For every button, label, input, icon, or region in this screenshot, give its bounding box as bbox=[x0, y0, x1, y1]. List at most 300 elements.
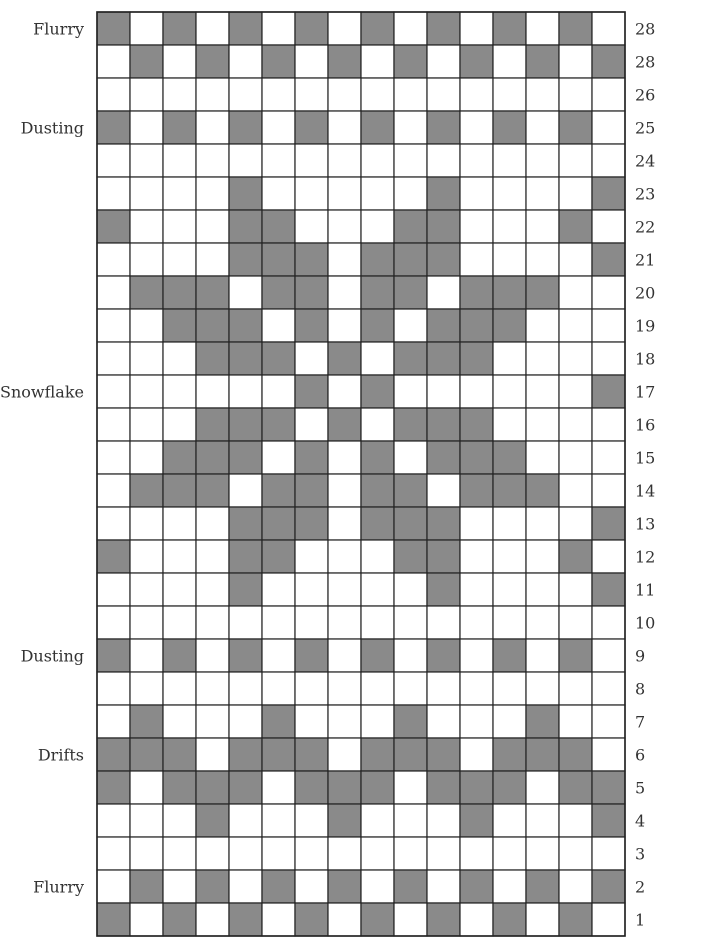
stitch-cell-empty bbox=[493, 144, 526, 177]
stitch-cell-filled bbox=[97, 771, 130, 804]
stitch-cell-empty bbox=[526, 144, 559, 177]
stitch-cell-filled bbox=[361, 276, 394, 309]
stitch-cell-empty bbox=[97, 144, 130, 177]
stitch-cell-empty bbox=[559, 804, 592, 837]
grid-cells bbox=[97, 12, 625, 936]
stitch-cell-empty bbox=[97, 342, 130, 375]
stitch-cell-filled bbox=[592, 804, 625, 837]
stitch-cell-filled bbox=[427, 12, 460, 45]
stitch-cell-filled bbox=[262, 870, 295, 903]
stitch-cell-empty bbox=[526, 243, 559, 276]
stitch-cell-empty bbox=[328, 78, 361, 111]
stitch-cell-empty bbox=[592, 705, 625, 738]
stitch-cell-empty bbox=[229, 375, 262, 408]
stitch-cell-empty bbox=[493, 243, 526, 276]
stitch-cell-empty bbox=[328, 12, 361, 45]
stitch-cell-empty bbox=[592, 78, 625, 111]
stitch-cell-empty bbox=[361, 408, 394, 441]
stitch-cell-empty bbox=[460, 243, 493, 276]
stitch-cell-empty bbox=[262, 771, 295, 804]
stitch-cell-empty bbox=[130, 606, 163, 639]
stitch-cell-filled bbox=[493, 639, 526, 672]
stitch-cell-empty bbox=[559, 276, 592, 309]
stitch-cell-filled bbox=[196, 771, 229, 804]
stitch-cell-filled bbox=[394, 474, 427, 507]
stitch-cell-filled bbox=[163, 12, 196, 45]
stitch-cell-filled bbox=[328, 342, 361, 375]
stitch-cell-empty bbox=[526, 375, 559, 408]
stitch-cell-empty bbox=[460, 78, 493, 111]
stitch-cell-filled bbox=[97, 738, 130, 771]
stitch-cell-filled bbox=[394, 210, 427, 243]
stitch-cell-empty bbox=[394, 771, 427, 804]
stitch-cell-filled bbox=[592, 45, 625, 78]
stitch-cell-filled bbox=[559, 738, 592, 771]
stitch-cell-filled bbox=[559, 111, 592, 144]
stitch-cell-empty bbox=[229, 474, 262, 507]
stitch-cell-empty bbox=[361, 342, 394, 375]
stitch-cell-empty bbox=[328, 309, 361, 342]
stitch-cell-filled bbox=[394, 408, 427, 441]
stitch-cell-empty bbox=[295, 804, 328, 837]
stitch-cell-filled bbox=[394, 342, 427, 375]
stitch-cell-empty bbox=[592, 210, 625, 243]
section-label: Dusting bbox=[20, 118, 84, 138]
stitch-cell-filled bbox=[526, 276, 559, 309]
stitch-cell-empty bbox=[559, 342, 592, 375]
stitch-cell-empty bbox=[526, 309, 559, 342]
stitch-cell-empty bbox=[460, 606, 493, 639]
stitch-cell-empty bbox=[130, 771, 163, 804]
stitch-cell-filled bbox=[592, 573, 625, 606]
stitch-cell-filled bbox=[97, 903, 130, 936]
stitch-cell-filled bbox=[460, 276, 493, 309]
stitch-cell-empty bbox=[262, 78, 295, 111]
stitch-cell-filled bbox=[427, 540, 460, 573]
stitch-cell-empty bbox=[427, 870, 460, 903]
stitch-cell-empty bbox=[97, 606, 130, 639]
stitch-cell-filled bbox=[229, 771, 262, 804]
stitch-cell-empty bbox=[559, 573, 592, 606]
stitch-cell-filled bbox=[526, 474, 559, 507]
stitch-cell-empty bbox=[262, 12, 295, 45]
stitch-cell-filled bbox=[427, 243, 460, 276]
stitch-cell-empty bbox=[493, 540, 526, 573]
stitch-cell-filled bbox=[262, 507, 295, 540]
stitch-cell-empty bbox=[559, 45, 592, 78]
stitch-cell-empty bbox=[493, 177, 526, 210]
stitch-cell-filled bbox=[163, 738, 196, 771]
stitch-cell-empty bbox=[196, 903, 229, 936]
stitch-cell-filled bbox=[229, 111, 262, 144]
stitch-cell-filled bbox=[394, 45, 427, 78]
stitch-cell-empty bbox=[559, 837, 592, 870]
stitch-cell-filled bbox=[460, 870, 493, 903]
stitch-cell-empty bbox=[328, 243, 361, 276]
stitch-cell-empty bbox=[328, 507, 361, 540]
stitch-cell-filled bbox=[295, 738, 328, 771]
stitch-cell-empty bbox=[163, 573, 196, 606]
stitch-cell-empty bbox=[163, 45, 196, 78]
stitch-cell-empty bbox=[394, 573, 427, 606]
stitch-cell-empty bbox=[559, 309, 592, 342]
stitch-cell-filled bbox=[328, 804, 361, 837]
stitch-cell-empty bbox=[262, 441, 295, 474]
stitch-cell-filled bbox=[163, 771, 196, 804]
stitch-cell-filled bbox=[493, 474, 526, 507]
stitch-cell-empty bbox=[196, 705, 229, 738]
stitch-cell-empty bbox=[361, 78, 394, 111]
stitch-cell-filled bbox=[229, 441, 262, 474]
stitch-cell-empty bbox=[295, 672, 328, 705]
stitch-cell-empty bbox=[493, 672, 526, 705]
stitch-cell-empty bbox=[229, 672, 262, 705]
stitch-cell-empty bbox=[559, 474, 592, 507]
stitch-cell-empty bbox=[592, 540, 625, 573]
stitch-cell-empty bbox=[493, 837, 526, 870]
stitch-cell-filled bbox=[295, 903, 328, 936]
stitch-cell-filled bbox=[493, 738, 526, 771]
stitch-cell-empty bbox=[460, 837, 493, 870]
stitch-cell-empty bbox=[526, 210, 559, 243]
row-number: 22 bbox=[635, 217, 656, 237]
stitch-cell-empty bbox=[163, 804, 196, 837]
stitch-cell-empty bbox=[526, 12, 559, 45]
stitch-cell-empty bbox=[427, 672, 460, 705]
stitch-cell-filled bbox=[229, 507, 262, 540]
stitch-cell-empty bbox=[196, 573, 229, 606]
stitch-cell-empty bbox=[130, 573, 163, 606]
row-number: 9 bbox=[635, 646, 646, 666]
row-number: 12 bbox=[635, 547, 656, 567]
stitch-cell-empty bbox=[130, 309, 163, 342]
stitch-cell-empty bbox=[559, 441, 592, 474]
stitch-cell-empty bbox=[130, 144, 163, 177]
stitch-cell-empty bbox=[559, 177, 592, 210]
stitch-cell-filled bbox=[493, 276, 526, 309]
stitch-cell-filled bbox=[163, 639, 196, 672]
stitch-cell-empty bbox=[394, 78, 427, 111]
stitch-cell-empty bbox=[163, 210, 196, 243]
stitch-cell-empty bbox=[427, 276, 460, 309]
stitch-cell-empty bbox=[97, 408, 130, 441]
stitch-cell-empty bbox=[592, 144, 625, 177]
stitch-cell-empty bbox=[229, 705, 262, 738]
stitch-cell-empty bbox=[262, 903, 295, 936]
stitch-cell-filled bbox=[493, 903, 526, 936]
stitch-cell-empty bbox=[592, 903, 625, 936]
stitch-cell-empty bbox=[163, 705, 196, 738]
stitch-cell-empty bbox=[97, 309, 130, 342]
stitch-cell-empty bbox=[262, 639, 295, 672]
row-number: 4 bbox=[635, 811, 646, 831]
stitch-cell-empty bbox=[97, 672, 130, 705]
stitch-cell-empty bbox=[295, 144, 328, 177]
stitch-cell-empty bbox=[262, 606, 295, 639]
stitch-cell-filled bbox=[262, 342, 295, 375]
stitch-cell-empty bbox=[460, 111, 493, 144]
stitch-cell-filled bbox=[328, 771, 361, 804]
stitch-cell-empty bbox=[328, 210, 361, 243]
row-number: 15 bbox=[635, 448, 656, 468]
stitch-cell-empty bbox=[328, 672, 361, 705]
stitch-cell-empty bbox=[493, 870, 526, 903]
stitch-cell-empty bbox=[361, 870, 394, 903]
stitch-cell-empty bbox=[592, 738, 625, 771]
stitch-cell-filled bbox=[361, 375, 394, 408]
stitch-cell-empty bbox=[295, 408, 328, 441]
stitch-cell-filled bbox=[295, 276, 328, 309]
section-label: Dusting bbox=[20, 646, 84, 666]
stitch-cell-empty bbox=[262, 804, 295, 837]
stitch-cell-filled bbox=[295, 243, 328, 276]
row-number: 1 bbox=[635, 910, 646, 930]
stitch-cell-filled bbox=[361, 903, 394, 936]
stitch-cell-empty bbox=[196, 243, 229, 276]
stitch-cell-empty bbox=[394, 177, 427, 210]
stitch-cell-empty bbox=[196, 111, 229, 144]
stitch-cell-empty bbox=[130, 804, 163, 837]
stitch-cell-filled bbox=[427, 738, 460, 771]
stitch-cell-filled bbox=[493, 441, 526, 474]
stitch-cell-empty bbox=[592, 606, 625, 639]
stitch-cell-filled bbox=[427, 210, 460, 243]
stitch-cell-empty bbox=[97, 78, 130, 111]
stitch-cell-empty bbox=[97, 573, 130, 606]
stitch-cell-empty bbox=[130, 903, 163, 936]
stitch-cell-empty bbox=[295, 837, 328, 870]
stitch-cell-empty bbox=[592, 408, 625, 441]
stitch-cell-empty bbox=[361, 837, 394, 870]
stitch-cell-filled bbox=[295, 309, 328, 342]
stitch-cell-filled bbox=[460, 309, 493, 342]
stitch-cell-filled bbox=[361, 771, 394, 804]
stitch-cell-empty bbox=[460, 738, 493, 771]
stitch-cell-empty bbox=[328, 738, 361, 771]
stitch-cell-filled bbox=[130, 738, 163, 771]
row-number: 24 bbox=[635, 151, 656, 171]
stitch-cell-filled bbox=[97, 540, 130, 573]
stitch-cell-empty bbox=[394, 375, 427, 408]
stitch-cell-filled bbox=[394, 276, 427, 309]
stitch-cell-empty bbox=[130, 408, 163, 441]
stitch-cell-empty bbox=[394, 606, 427, 639]
stitch-cell-filled bbox=[262, 705, 295, 738]
stitch-cell-filled bbox=[229, 408, 262, 441]
row-number: 5 bbox=[635, 778, 646, 798]
stitch-cell-filled bbox=[460, 408, 493, 441]
stitch-cell-empty bbox=[295, 78, 328, 111]
stitch-cell-empty bbox=[460, 210, 493, 243]
stitch-cell-empty bbox=[493, 375, 526, 408]
stitch-cell-empty bbox=[328, 276, 361, 309]
stitch-cell-filled bbox=[262, 540, 295, 573]
stitch-cell-filled bbox=[493, 309, 526, 342]
stitch-cell-empty bbox=[526, 540, 559, 573]
row-numbers bbox=[635, 20, 655, 930]
section-label: Snowflake bbox=[0, 382, 84, 402]
stitch-cell-empty bbox=[97, 507, 130, 540]
stitch-cell-empty bbox=[295, 177, 328, 210]
row-labels bbox=[0, 20, 84, 897]
stitch-cell-empty bbox=[328, 111, 361, 144]
row-number: 3 bbox=[635, 844, 646, 864]
stitch-cell-filled bbox=[361, 507, 394, 540]
stitch-cell-empty bbox=[361, 705, 394, 738]
stitch-cell-empty bbox=[295, 606, 328, 639]
stitch-cell-empty bbox=[262, 111, 295, 144]
stitch-cell-empty bbox=[460, 705, 493, 738]
stitch-cell-empty bbox=[295, 540, 328, 573]
stitch-cell-filled bbox=[295, 12, 328, 45]
stitch-cell-empty bbox=[394, 837, 427, 870]
stitch-cell-filled bbox=[229, 540, 262, 573]
stitch-cell-empty bbox=[328, 375, 361, 408]
stitch-cell-empty bbox=[97, 375, 130, 408]
stitch-cell-filled bbox=[97, 12, 130, 45]
stitch-cell-empty bbox=[526, 507, 559, 540]
stitch-cell-empty bbox=[196, 144, 229, 177]
stitch-cell-empty bbox=[493, 705, 526, 738]
stitch-cell-filled bbox=[295, 375, 328, 408]
stitch-cell-empty bbox=[526, 606, 559, 639]
stitch-cell-empty bbox=[295, 342, 328, 375]
stitch-cell-empty bbox=[97, 441, 130, 474]
stitch-cell-filled bbox=[361, 309, 394, 342]
stitch-cell-filled bbox=[427, 342, 460, 375]
stitch-cell-empty bbox=[262, 672, 295, 705]
stitch-cell-filled bbox=[460, 771, 493, 804]
stitch-cell-empty bbox=[427, 705, 460, 738]
stitch-cell-empty bbox=[163, 177, 196, 210]
row-number: 16 bbox=[635, 415, 656, 435]
stitch-cell-empty bbox=[592, 111, 625, 144]
stitch-cell-empty bbox=[526, 441, 559, 474]
stitch-cell-filled bbox=[427, 111, 460, 144]
stitch-cell-filled bbox=[130, 45, 163, 78]
stitch-cell-empty bbox=[427, 606, 460, 639]
stitch-cell-empty bbox=[97, 837, 130, 870]
stitch-cell-empty bbox=[394, 903, 427, 936]
stitch-cell-empty bbox=[361, 540, 394, 573]
stitch-cell-empty bbox=[559, 408, 592, 441]
stitch-cell-empty bbox=[460, 639, 493, 672]
stitch-cell-empty bbox=[328, 144, 361, 177]
stitch-cell-empty bbox=[97, 45, 130, 78]
stitch-cell-filled bbox=[130, 276, 163, 309]
stitch-cell-empty bbox=[196, 540, 229, 573]
row-number: 28 bbox=[635, 52, 656, 72]
stitch-cell-empty bbox=[163, 342, 196, 375]
stitch-cell-empty bbox=[328, 177, 361, 210]
stitch-cell-filled bbox=[559, 540, 592, 573]
stitch-cell-filled bbox=[361, 12, 394, 45]
stitch-cell-empty bbox=[196, 177, 229, 210]
stitch-cell-filled bbox=[460, 804, 493, 837]
stitch-cell-empty bbox=[130, 12, 163, 45]
stitch-cell-empty bbox=[229, 870, 262, 903]
stitch-cell-filled bbox=[394, 738, 427, 771]
stitch-cell-empty bbox=[130, 540, 163, 573]
stitch-cell-empty bbox=[460, 12, 493, 45]
stitch-cell-empty bbox=[328, 903, 361, 936]
stitch-cell-empty bbox=[460, 375, 493, 408]
stitch-cell-empty bbox=[361, 573, 394, 606]
row-number: 11 bbox=[635, 580, 656, 600]
stitch-cell-empty bbox=[559, 870, 592, 903]
stitch-cell-empty bbox=[97, 870, 130, 903]
stitch-cell-empty bbox=[394, 309, 427, 342]
row-number: 21 bbox=[635, 250, 656, 270]
stitch-cell-empty bbox=[130, 210, 163, 243]
stitch-cell-empty bbox=[163, 540, 196, 573]
stitch-cell-empty bbox=[97, 243, 130, 276]
stitch-cell-empty bbox=[427, 804, 460, 837]
stitch-cell-empty bbox=[592, 672, 625, 705]
stitch-cell-filled bbox=[229, 903, 262, 936]
stitch-cell-empty bbox=[394, 804, 427, 837]
stitch-cell-filled bbox=[130, 870, 163, 903]
stitch-cell-filled bbox=[559, 771, 592, 804]
stitch-cell-filled bbox=[295, 771, 328, 804]
stitch-cell-filled bbox=[526, 738, 559, 771]
stitch-cell-empty bbox=[394, 111, 427, 144]
stitch-cell-filled bbox=[196, 342, 229, 375]
stitch-cell-filled bbox=[262, 45, 295, 78]
stitch-cell-empty bbox=[361, 804, 394, 837]
stitch-cell-filled bbox=[163, 309, 196, 342]
stitch-cell-empty bbox=[559, 243, 592, 276]
stitch-cell-empty bbox=[526, 408, 559, 441]
stitch-cell-empty bbox=[361, 210, 394, 243]
stitch-cell-filled bbox=[295, 441, 328, 474]
stitch-cell-empty bbox=[592, 474, 625, 507]
stitch-cell-filled bbox=[328, 870, 361, 903]
stitch-cell-empty bbox=[295, 45, 328, 78]
stitch-cell-empty bbox=[493, 45, 526, 78]
stitch-cell-empty bbox=[361, 177, 394, 210]
stitch-cell-empty bbox=[328, 441, 361, 474]
stitch-cell-filled bbox=[559, 903, 592, 936]
stitch-cell-filled bbox=[427, 573, 460, 606]
stitch-cell-empty bbox=[130, 441, 163, 474]
stitch-cell-empty bbox=[196, 606, 229, 639]
stitch-cell-empty bbox=[163, 837, 196, 870]
stitch-cell-filled bbox=[229, 12, 262, 45]
stitch-cell-empty bbox=[97, 276, 130, 309]
stitch-cell-empty bbox=[526, 903, 559, 936]
stitch-cell-empty bbox=[328, 837, 361, 870]
stitch-cell-empty bbox=[163, 606, 196, 639]
stitch-cell-empty bbox=[526, 771, 559, 804]
stitch-cell-empty bbox=[394, 672, 427, 705]
row-number: 2 bbox=[635, 877, 646, 897]
stitch-cell-filled bbox=[163, 111, 196, 144]
stitch-cell-empty bbox=[460, 540, 493, 573]
stitch-cell-filled bbox=[295, 474, 328, 507]
stitch-cell-empty bbox=[196, 507, 229, 540]
stitch-cell-filled bbox=[196, 45, 229, 78]
stitch-cell-filled bbox=[262, 243, 295, 276]
stitch-cell-empty bbox=[427, 837, 460, 870]
stitch-cell-filled bbox=[97, 639, 130, 672]
stitch-cell-empty bbox=[526, 573, 559, 606]
stitch-cell-empty bbox=[196, 672, 229, 705]
row-number: 17 bbox=[635, 382, 656, 402]
stitch-cell-empty bbox=[493, 210, 526, 243]
stitch-cell-empty bbox=[328, 606, 361, 639]
stitch-cell-empty bbox=[559, 705, 592, 738]
